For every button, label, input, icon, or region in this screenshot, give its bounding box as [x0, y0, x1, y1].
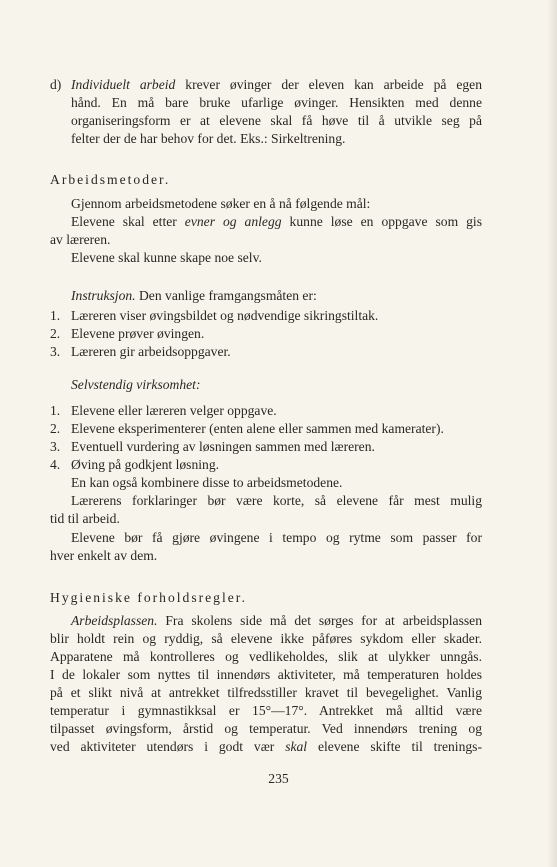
list-item — [50, 402, 482, 420]
paragraph-individual-work — [50, 76, 482, 148]
text-line: Elevene bør få gjøre øvingene i tempo og rytme som passer for — [71, 530, 482, 545]
list-text: Læreren gir arbeidsoppgaver. — [71, 344, 231, 359]
text-line: på et slikt nivå at antrekket tilfredsstiller kravet til bevegelighet. Vanlig — [50, 685, 482, 700]
paragraph-explanations — [50, 492, 482, 528]
text-line: tid til arbeid. — [50, 511, 120, 526]
text-span: krever øvinger der eleven kan arbeide på egen — [185, 77, 482, 92]
list-number: 4. — [50, 457, 61, 472]
list-number: 2. — [50, 421, 61, 436]
list-number: 1. — [50, 403, 61, 418]
list-item — [50, 325, 482, 343]
list-text: Elevene eksperimenterer (enten alene eller sammen med kamerater). — [71, 421, 444, 436]
paragraph-workplace — [50, 612, 482, 756]
paragraph-methods-goals-2 — [50, 213, 482, 267]
list-number: 3. — [50, 439, 61, 454]
italic-term: Arbeidsplassen. — [71, 613, 158, 628]
section-heading-hygiene: Hygieniske forholdsregler. — [50, 590, 247, 605]
list-text: Læreren viser øvingsbildet og nødvendige sikringstiltak. — [71, 308, 379, 323]
text-line: temperatur i gymnastikksal er 15°—17°. Antrekket må alltid være — [50, 703, 482, 718]
text-span: elevene skifte til trenings- — [317, 739, 482, 754]
page-number: 235 — [268, 771, 289, 786]
self-activity-label: Selvstendig virksomhet: — [71, 377, 201, 392]
list-number: 3. — [50, 344, 61, 359]
list-number: 1. — [50, 308, 61, 323]
text-line: Gjennom arbeidsmetodene søker en å nå følgende mål: — [71, 196, 371, 211]
text-line — [50, 213, 482, 231]
text-line: Elevene skal kunne skape noe selv. — [71, 250, 262, 265]
italic-term: skal — [285, 739, 308, 754]
page-edge-shadow — [547, 0, 557, 867]
list-item — [50, 438, 482, 456]
text-line — [71, 76, 482, 94]
text-span: Den vanlige framgangsmåten er: — [138, 288, 317, 303]
text-line: tilpasset øvingsform, årstid og temperatur. Ved innendørs trening og — [50, 721, 482, 736]
text-line: av læreren. — [50, 232, 111, 247]
text-line: Apparatene må kontrolleres og vedlikeholdes, slik at ulykker unngås. — [50, 649, 482, 664]
list-number: 2. — [50, 326, 61, 341]
list-item — [50, 456, 482, 474]
list-item — [50, 307, 482, 325]
list-item — [50, 420, 482, 438]
text-line: I de lokaler som nyttes til innendørs aktiviteter, må temperaturen holdes — [50, 667, 482, 682]
text-span: ved aktiviteter utendørs i godt vær — [50, 739, 275, 754]
list-text: Øving på godkjent løsning. — [71, 457, 220, 472]
text-span: Fra skolens side må det sørges for at arbeidsplassen — [165, 613, 482, 628]
text-line: Lærerens forklaringer bør være korte, så elevene får mest mulig — [71, 493, 482, 508]
italic-term: Instruksjon. — [71, 288, 136, 303]
instruction-list — [50, 307, 482, 361]
list-text: Elevene eller læreren velger oppgave. — [71, 403, 277, 418]
text-line: felter der de har behov for det. Eks.: Sirkeltrening. — [71, 131, 346, 146]
paragraph-tempo — [50, 529, 482, 565]
list-item — [50, 343, 482, 361]
text-line: organiseringsform er at elevene skal få høve til å utvikle seg på — [71, 113, 482, 128]
text-line — [50, 738, 482, 756]
instruction-intro — [50, 287, 482, 305]
item-label: d) — [50, 77, 62, 92]
text-span: Elevene skal etter — [71, 214, 177, 229]
list-text: Elevene prøver øvingen. — [71, 326, 205, 341]
section-heading-methods: Arbeidsmetoder. — [50, 172, 171, 187]
paragraph-combine — [50, 474, 482, 492]
text-line — [50, 612, 482, 630]
self-activity-list — [50, 402, 482, 474]
paragraph-methods-goals — [50, 195, 482, 213]
text-line: blir holdt rein og ryddig, så elevene ikke påføres sykdom eller skader. — [50, 631, 482, 646]
list-text: Eventuell vurdering av løsningen sammen med læreren. — [71, 439, 375, 454]
text-line: hånd. En må bare bruke ufarlige øvinger. Hensikten med denne — [71, 95, 482, 110]
italic-term: evner og anlegg — [184, 214, 282, 229]
italic-term: Individuelt arbeid — [71, 77, 176, 92]
text-line: En kan også kombinere disse to arbeidsmetodene. — [71, 475, 343, 490]
text-span: kunne løse en oppgave som gis — [289, 214, 482, 229]
text-line: hver enkelt av dem. — [50, 548, 158, 563]
